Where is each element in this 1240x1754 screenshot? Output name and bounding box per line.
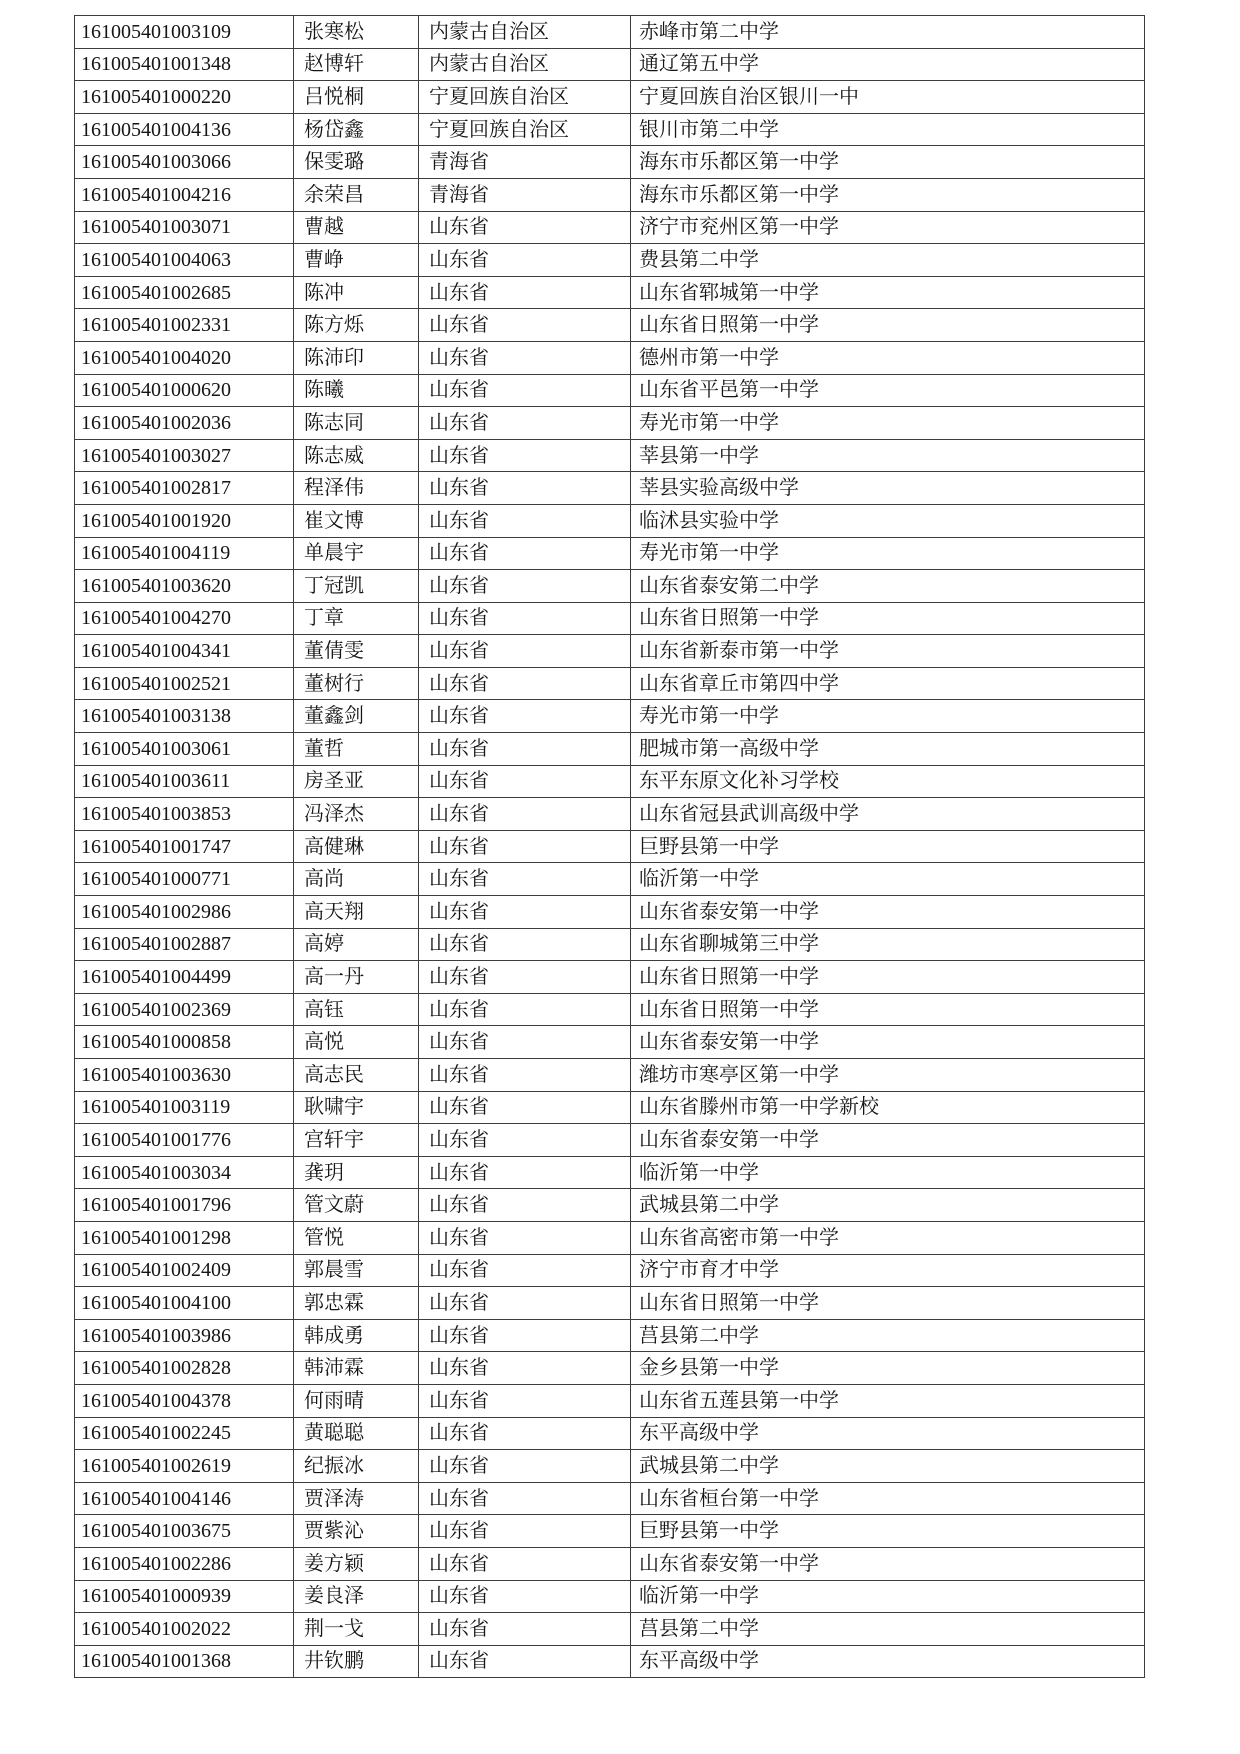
table-row — [75, 1580, 1145, 1613]
cell-name: 郭晨雪 — [294, 1254, 419, 1287]
cell-name: 陈曦 — [294, 374, 419, 407]
cell-name: 丁冠凯 — [294, 570, 419, 603]
table-row — [75, 48, 1145, 81]
cell-province: 山东省 — [419, 635, 631, 668]
cell-name: 管文蔚 — [294, 1189, 419, 1222]
cell-id: 161005401002828 — [75, 1352, 294, 1385]
cell-id: 161005401003630 — [75, 1059, 294, 1092]
table-row — [75, 113, 1145, 146]
table-row — [75, 1091, 1145, 1124]
cell-school: 山东省泰安第二中学 — [631, 570, 1145, 603]
cell-province: 山东省 — [419, 341, 631, 374]
cell-school: 临沂第一中学 — [631, 1580, 1145, 1613]
cell-province: 内蒙古自治区 — [419, 16, 631, 49]
cell-province: 山东省 — [419, 830, 631, 863]
cell-province: 山东省 — [419, 309, 631, 342]
table-row — [75, 700, 1145, 733]
table-row — [75, 1515, 1145, 1548]
cell-id: 161005401003675 — [75, 1515, 294, 1548]
cell-id: 161005401001368 — [75, 1645, 294, 1678]
cell-province: 山东省 — [419, 472, 631, 505]
cell-province: 山东省 — [419, 1026, 631, 1059]
cell-name: 房圣亚 — [294, 765, 419, 798]
cell-province: 山东省 — [419, 863, 631, 896]
cell-name: 陈冲 — [294, 276, 419, 309]
cell-school: 山东省泰安第一中学 — [631, 1124, 1145, 1157]
table-row — [75, 1613, 1145, 1646]
cell-id: 161005401002521 — [75, 667, 294, 700]
cell-province: 山东省 — [419, 504, 631, 537]
cell-id: 161005401001298 — [75, 1221, 294, 1254]
cell-name: 耿啸宇 — [294, 1091, 419, 1124]
cell-name: 高健琳 — [294, 830, 419, 863]
cell-id: 161005401003066 — [75, 146, 294, 179]
cell-name: 何雨晴 — [294, 1384, 419, 1417]
cell-province: 山东省 — [419, 1417, 631, 1450]
table-row — [75, 667, 1145, 700]
cell-school: 山东省日照第一中学 — [631, 993, 1145, 1026]
cell-province: 山东省 — [419, 1221, 631, 1254]
cell-province: 山东省 — [419, 798, 631, 831]
cell-id: 161005401004378 — [75, 1384, 294, 1417]
table-row — [75, 993, 1145, 1026]
cell-id: 161005401002817 — [75, 472, 294, 505]
cell-province: 山东省 — [419, 733, 631, 766]
table-row — [75, 602, 1145, 635]
table-row — [75, 276, 1145, 309]
cell-name: 高婷 — [294, 928, 419, 961]
cell-school: 东平高级中学 — [631, 1645, 1145, 1678]
table-row — [75, 309, 1145, 342]
table-row — [75, 928, 1145, 961]
table-row — [75, 733, 1145, 766]
cell-school: 海东市乐都区第一中学 — [631, 146, 1145, 179]
cell-school: 临沂第一中学 — [631, 863, 1145, 896]
cell-id: 161005401002369 — [75, 993, 294, 1026]
table-row — [75, 1189, 1145, 1222]
cell-id: 161005401003034 — [75, 1156, 294, 1189]
table-row — [75, 1384, 1145, 1417]
cell-id: 161005401003986 — [75, 1319, 294, 1352]
cell-id: 161005401002036 — [75, 407, 294, 440]
table-row — [75, 146, 1145, 179]
cell-province: 山东省 — [419, 667, 631, 700]
cell-province: 山东省 — [419, 407, 631, 440]
cell-school: 济宁市兖州区第一中学 — [631, 211, 1145, 244]
table-row — [75, 1287, 1145, 1320]
cell-name: 高钰 — [294, 993, 419, 1026]
cell-id: 161005401004119 — [75, 537, 294, 570]
cell-school: 赤峰市第二中学 — [631, 16, 1145, 49]
cell-school: 山东省高密市第一中学 — [631, 1221, 1145, 1254]
cell-school: 山东省日照第一中学 — [631, 1287, 1145, 1320]
cell-name: 赵博轩 — [294, 48, 419, 81]
cell-id: 161005401000620 — [75, 374, 294, 407]
cell-province: 宁夏回族自治区 — [419, 81, 631, 114]
cell-id: 161005401002022 — [75, 1613, 294, 1646]
cell-province: 山东省 — [419, 1124, 631, 1157]
cell-name: 高志民 — [294, 1059, 419, 1092]
cell-school: 潍坊市寒亭区第一中学 — [631, 1059, 1145, 1092]
table-row — [75, 472, 1145, 505]
cell-school: 临沂第一中学 — [631, 1156, 1145, 1189]
cell-school: 临沭县实验中学 — [631, 504, 1145, 537]
cell-name: 韩成勇 — [294, 1319, 419, 1352]
cell-province: 青海省 — [419, 146, 631, 179]
cell-name: 余荣昌 — [294, 178, 419, 211]
cell-province: 宁夏回族自治区 — [419, 113, 631, 146]
cell-id: 161005401003620 — [75, 570, 294, 603]
cell-school: 宁夏回族自治区银川一中 — [631, 81, 1145, 114]
cell-name: 纪振冰 — [294, 1450, 419, 1483]
table-row — [75, 830, 1145, 863]
table-row — [75, 1254, 1145, 1287]
cell-name: 高尚 — [294, 863, 419, 896]
cell-id: 161005401000771 — [75, 863, 294, 896]
cell-name: 陈方烁 — [294, 309, 419, 342]
cell-province: 山东省 — [419, 1580, 631, 1613]
table-row — [75, 1482, 1145, 1515]
table-row — [75, 1059, 1145, 1092]
cell-name: 郭忠霖 — [294, 1287, 419, 1320]
cell-name: 宫轩宇 — [294, 1124, 419, 1157]
cell-province: 山东省 — [419, 1254, 631, 1287]
cell-id: 161005401004499 — [75, 961, 294, 994]
cell-province: 山东省 — [419, 1352, 631, 1385]
cell-name: 曹越 — [294, 211, 419, 244]
cell-school: 山东省聊城第三中学 — [631, 928, 1145, 961]
cell-id: 161005401003027 — [75, 439, 294, 472]
table-row — [75, 244, 1145, 277]
cell-province: 山东省 — [419, 1287, 631, 1320]
cell-school: 山东省泰安第一中学 — [631, 1547, 1145, 1580]
cell-province: 山东省 — [419, 700, 631, 733]
cell-id: 161005401004341 — [75, 635, 294, 668]
cell-school: 金乡县第一中学 — [631, 1352, 1145, 1385]
cell-name: 丁章 — [294, 602, 419, 635]
cell-name: 曹峥 — [294, 244, 419, 277]
cell-id: 161005401003611 — [75, 765, 294, 798]
cell-id: 161005401001920 — [75, 504, 294, 537]
student-roster-table — [74, 15, 1145, 1678]
cell-province: 山东省 — [419, 602, 631, 635]
cell-name: 黄聪聪 — [294, 1417, 419, 1450]
cell-school: 巨野县第一中学 — [631, 1515, 1145, 1548]
cell-name: 保雯璐 — [294, 146, 419, 179]
cell-id: 161005401002331 — [75, 309, 294, 342]
cell-province: 山东省 — [419, 928, 631, 961]
cell-name: 贾紫沁 — [294, 1515, 419, 1548]
cell-id: 161005401003071 — [75, 211, 294, 244]
cell-name: 姜方颖 — [294, 1547, 419, 1580]
table-row — [75, 1124, 1145, 1157]
cell-school: 费县第二中学 — [631, 244, 1145, 277]
table-row — [75, 537, 1145, 570]
table-row — [75, 1156, 1145, 1189]
cell-name: 高天翔 — [294, 896, 419, 929]
cell-id: 161005401000939 — [75, 1580, 294, 1613]
cell-school: 海东市乐都区第一中学 — [631, 178, 1145, 211]
cell-name: 崔文博 — [294, 504, 419, 537]
cell-school: 山东省日照第一中学 — [631, 961, 1145, 994]
cell-province: 山东省 — [419, 1384, 631, 1417]
table-row — [75, 863, 1145, 896]
cell-name: 高一丹 — [294, 961, 419, 994]
table-row — [75, 1645, 1145, 1678]
cell-name: 陈志同 — [294, 407, 419, 440]
table-row — [75, 374, 1145, 407]
cell-id: 161005401003853 — [75, 798, 294, 831]
cell-province: 山东省 — [419, 961, 631, 994]
cell-province: 山东省 — [419, 1156, 631, 1189]
cell-name: 井钦鹏 — [294, 1645, 419, 1678]
cell-province: 山东省 — [419, 1482, 631, 1515]
cell-id: 161005401002619 — [75, 1450, 294, 1483]
cell-province: 山东省 — [419, 1059, 631, 1092]
cell-id: 161005401003061 — [75, 733, 294, 766]
cell-province: 山东省 — [419, 211, 631, 244]
cell-id: 161005401003119 — [75, 1091, 294, 1124]
cell-province: 山东省 — [419, 1450, 631, 1483]
table-row — [75, 765, 1145, 798]
cell-name: 高悦 — [294, 1026, 419, 1059]
cell-id: 161005401004216 — [75, 178, 294, 211]
cell-id: 161005401002986 — [75, 896, 294, 929]
cell-school: 济宁市育才中学 — [631, 1254, 1145, 1287]
cell-school: 山东省章丘市第四中学 — [631, 667, 1145, 700]
table-row — [75, 1026, 1145, 1059]
cell-name: 董鑫剑 — [294, 700, 419, 733]
cell-id: 161005401000220 — [75, 81, 294, 114]
cell-name: 吕悦桐 — [294, 81, 419, 114]
cell-id: 161005401001747 — [75, 830, 294, 863]
cell-school: 山东省桓台第一中学 — [631, 1482, 1145, 1515]
cell-province: 山东省 — [419, 244, 631, 277]
table-row — [75, 16, 1145, 49]
cell-school: 东平东原文化补习学校 — [631, 765, 1145, 798]
table-row — [75, 961, 1145, 994]
cell-school: 肥城市第一高级中学 — [631, 733, 1145, 766]
cell-name: 荆一戈 — [294, 1613, 419, 1646]
cell-province: 山东省 — [419, 993, 631, 1026]
cell-province: 山东省 — [419, 276, 631, 309]
cell-province: 山东省 — [419, 1613, 631, 1646]
cell-school: 山东省日照第一中学 — [631, 602, 1145, 635]
cell-province: 山东省 — [419, 570, 631, 603]
cell-province: 山东省 — [419, 374, 631, 407]
table-row — [75, 1450, 1145, 1483]
cell-province: 山东省 — [419, 1515, 631, 1548]
cell-school: 山东省郓城第一中学 — [631, 276, 1145, 309]
cell-name: 陈志威 — [294, 439, 419, 472]
cell-name: 管悦 — [294, 1221, 419, 1254]
cell-province: 山东省 — [419, 1091, 631, 1124]
cell-school: 莘县第一中学 — [631, 439, 1145, 472]
cell-name: 董哲 — [294, 733, 419, 766]
cell-id: 161005401003138 — [75, 700, 294, 733]
student-roster-body — [75, 16, 1145, 1678]
table-row — [75, 896, 1145, 929]
cell-name: 董树行 — [294, 667, 419, 700]
cell-school: 巨野县第一中学 — [631, 830, 1145, 863]
cell-id: 161005401004100 — [75, 1287, 294, 1320]
cell-id: 161005401001348 — [75, 48, 294, 81]
cell-name: 冯泽杰 — [294, 798, 419, 831]
cell-name: 程泽伟 — [294, 472, 419, 505]
cell-name: 单晨宇 — [294, 537, 419, 570]
cell-id: 161005401001776 — [75, 1124, 294, 1157]
table-row — [75, 178, 1145, 211]
cell-province: 山东省 — [419, 765, 631, 798]
cell-name: 贾泽涛 — [294, 1482, 419, 1515]
cell-name: 龚玥 — [294, 1156, 419, 1189]
cell-school: 武城县第二中学 — [631, 1189, 1145, 1222]
cell-school: 德州市第一中学 — [631, 341, 1145, 374]
table-row — [75, 341, 1145, 374]
cell-id: 161005401003109 — [75, 16, 294, 49]
table-row — [75, 407, 1145, 440]
document-page — [74, 15, 1145, 1678]
cell-name: 姜良泽 — [294, 1580, 419, 1613]
cell-id: 161005401004136 — [75, 113, 294, 146]
cell-name: 张寒松 — [294, 16, 419, 49]
cell-school: 通辽第五中学 — [631, 48, 1145, 81]
cell-name: 韩沛霖 — [294, 1352, 419, 1385]
cell-province: 山东省 — [419, 1547, 631, 1580]
cell-school: 山东省冠县武训高级中学 — [631, 798, 1145, 831]
cell-province: 山东省 — [419, 1189, 631, 1222]
cell-province: 山东省 — [419, 537, 631, 570]
table-row — [75, 1221, 1145, 1254]
cell-school: 寿光市第一中学 — [631, 700, 1145, 733]
cell-school: 莒县第二中学 — [631, 1613, 1145, 1646]
cell-province: 山东省 — [419, 1645, 631, 1678]
cell-school: 莘县实验高级中学 — [631, 472, 1145, 505]
cell-id: 161005401004146 — [75, 1482, 294, 1515]
table-row — [75, 504, 1145, 537]
cell-school: 寿光市第一中学 — [631, 537, 1145, 570]
cell-province: 山东省 — [419, 439, 631, 472]
cell-id: 161005401002286 — [75, 1547, 294, 1580]
cell-id: 161005401002245 — [75, 1417, 294, 1450]
cell-school: 山东省泰安第一中学 — [631, 1026, 1145, 1059]
cell-id: 161005401000858 — [75, 1026, 294, 1059]
cell-id: 161005401002409 — [75, 1254, 294, 1287]
table-row — [75, 211, 1145, 244]
table-row — [75, 81, 1145, 114]
cell-name: 陈沛印 — [294, 341, 419, 374]
cell-id: 161005401002685 — [75, 276, 294, 309]
table-row — [75, 1319, 1145, 1352]
cell-school: 山东省新泰市第一中学 — [631, 635, 1145, 668]
cell-school: 武城县第二中学 — [631, 1450, 1145, 1483]
cell-id: 161005401004063 — [75, 244, 294, 277]
cell-school: 银川市第二中学 — [631, 113, 1145, 146]
cell-school: 山东省平邑第一中学 — [631, 374, 1145, 407]
table-row — [75, 635, 1145, 668]
cell-school: 东平高级中学 — [631, 1417, 1145, 1450]
cell-name: 董倩雯 — [294, 635, 419, 668]
table-row — [75, 439, 1145, 472]
cell-name: 杨岱鑫 — [294, 113, 419, 146]
cell-province: 内蒙古自治区 — [419, 48, 631, 81]
cell-province: 山东省 — [419, 896, 631, 929]
cell-school: 寿光市第一中学 — [631, 407, 1145, 440]
cell-id: 161005401001796 — [75, 1189, 294, 1222]
table-row — [75, 798, 1145, 831]
table-row — [75, 570, 1145, 603]
table-row — [75, 1352, 1145, 1385]
cell-school: 莒县第二中学 — [631, 1319, 1145, 1352]
table-row — [75, 1547, 1145, 1580]
table-row — [75, 1417, 1145, 1450]
cell-id: 161005401002887 — [75, 928, 294, 961]
cell-school: 山东省泰安第一中学 — [631, 896, 1145, 929]
cell-province: 山东省 — [419, 1319, 631, 1352]
cell-province: 青海省 — [419, 178, 631, 211]
cell-school: 山东省滕州市第一中学新校 — [631, 1091, 1145, 1124]
cell-school: 山东省日照第一中学 — [631, 309, 1145, 342]
cell-id: 161005401004020 — [75, 341, 294, 374]
cell-id: 161005401004270 — [75, 602, 294, 635]
cell-school: 山东省五莲县第一中学 — [631, 1384, 1145, 1417]
